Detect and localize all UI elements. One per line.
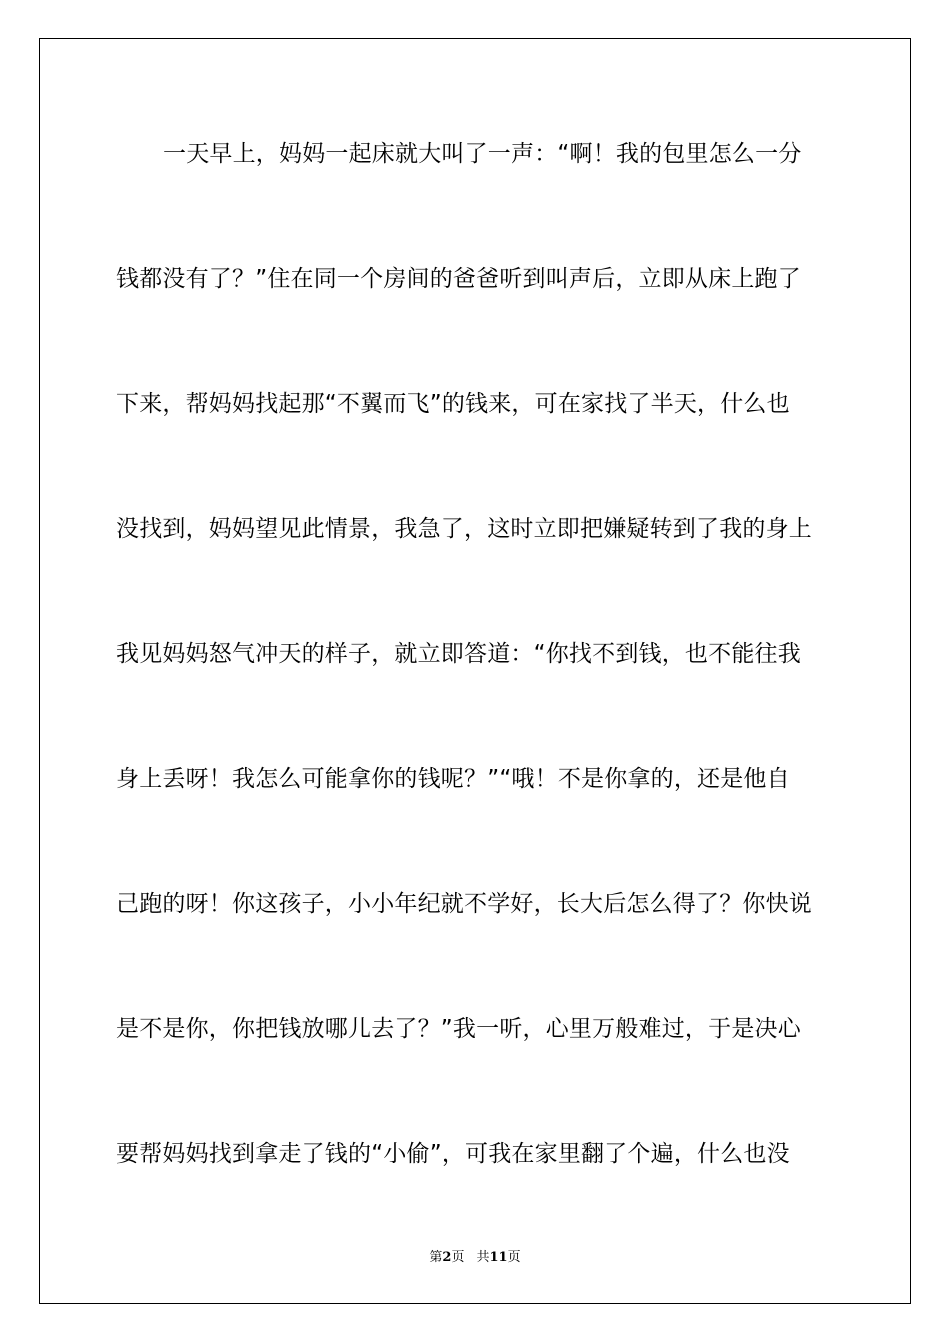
total-prefix: 共	[476, 1250, 490, 1265]
text-line: 身上丢呀！我怎么可能拿你的钱呢？”“哦！不是你拿的，还是他自	[116, 766, 790, 792]
text-line: 我见妈妈怒气冲天的样子，就立即答道：“你找不到钱，也不能往我	[116, 641, 801, 667]
text-line: 钱都没有了？”住在同一个房间的爸爸听到叫声后，立即从床上跑了	[116, 266, 801, 292]
text-line: 是不是你，你把钱放哪儿去了？”我一听，心里万般难过，于是决心	[116, 1016, 801, 1042]
page-prefix: 第	[429, 1250, 443, 1265]
page-suffix: 页	[451, 1250, 465, 1265]
total-suffix: 页	[507, 1250, 521, 1265]
page-footer	[0, 1249, 950, 1267]
text-line: 没找到，妈妈望见此情景，我急了，这时立即把嫌疑转到了我的身上	[116, 516, 812, 542]
text-line: 一天早上，妈妈一起床就大叫了一声：“啊！我的包里怎么一分	[163, 141, 802, 167]
page-number: 2	[442, 1250, 452, 1265]
document-body	[116, 121, 832, 1246]
total-pages: 11	[489, 1250, 508, 1265]
text-line: 下来，帮妈妈找起那“不翼而飞”的钱来，可在家找了半天，什么也	[116, 391, 790, 417]
text-line: 己跑的呀！你这孩子，小小年纪就不学好，长大后怎么得了？你快说	[116, 891, 812, 917]
text-line: 要帮妈妈找到拿走了钱的“小偷”，可我在家里翻了个遍，什么也没	[116, 1141, 790, 1167]
